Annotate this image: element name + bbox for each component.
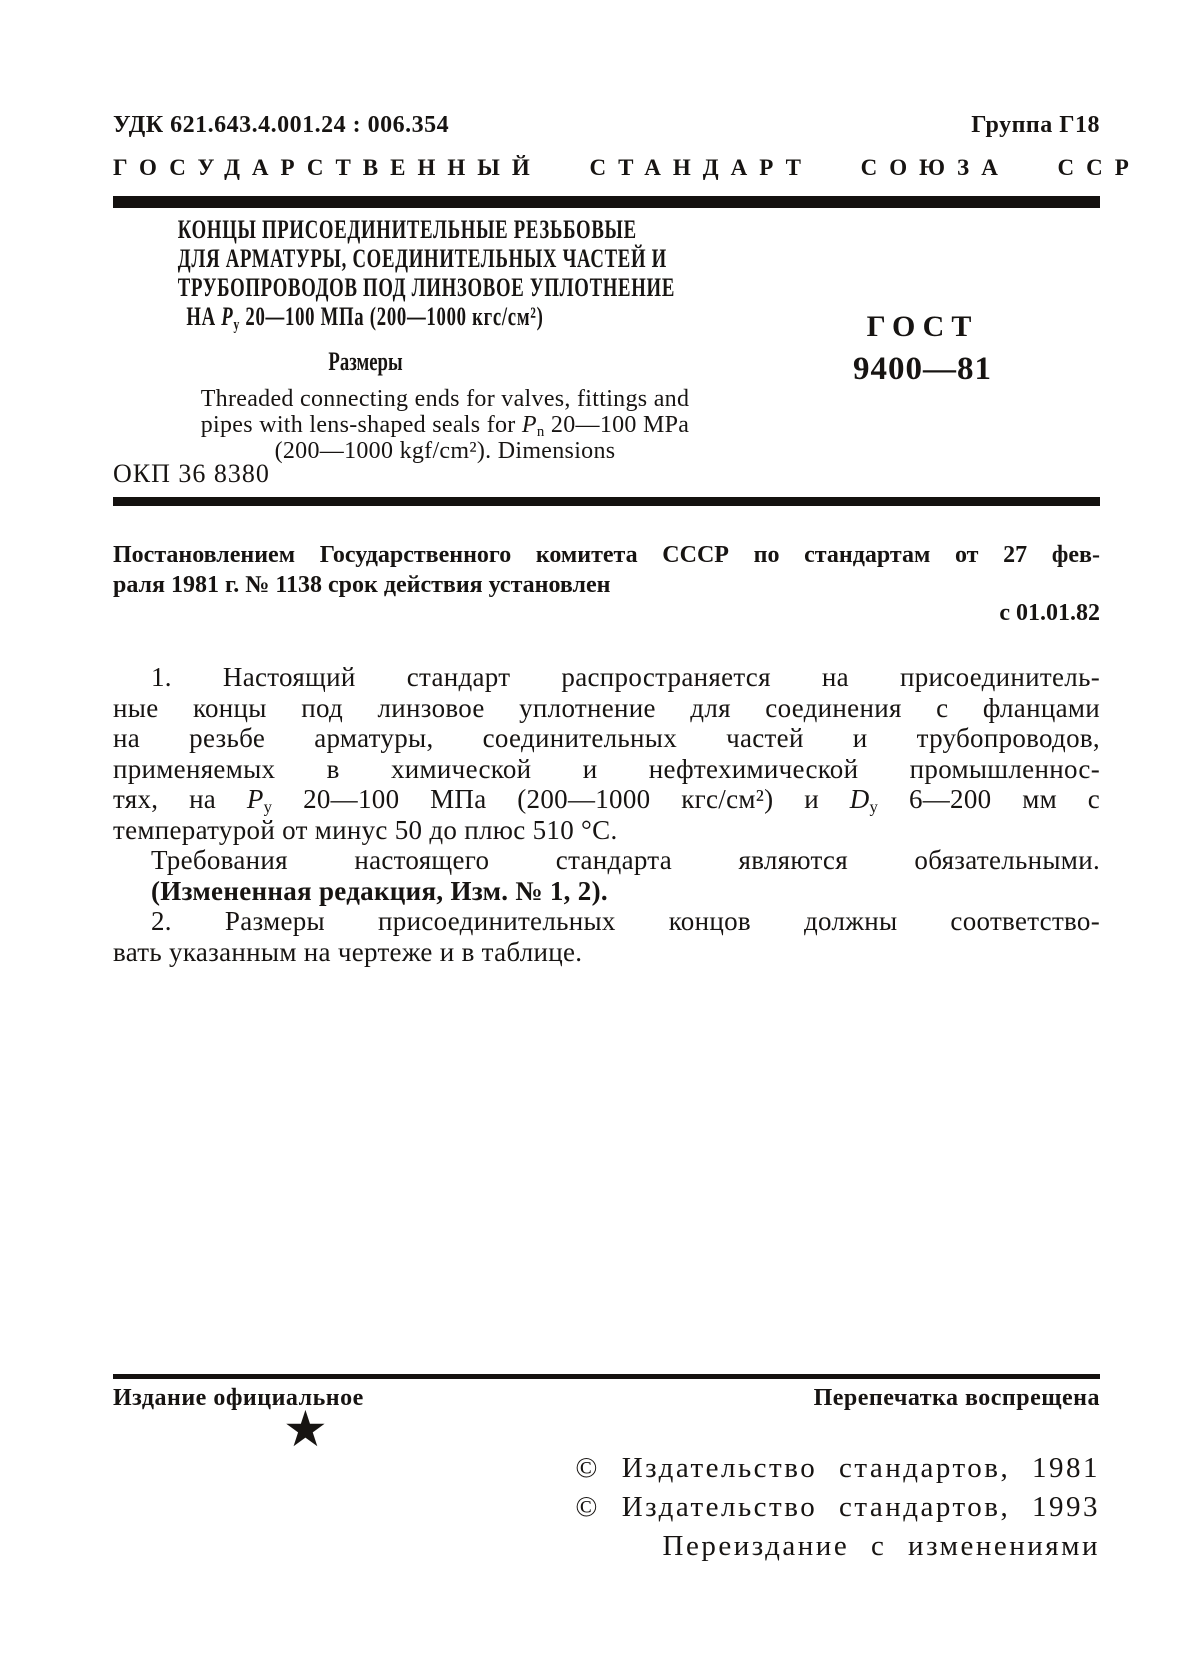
okp-code: ОКП 36 8380: [113, 459, 270, 488]
body-line: на резьбе арматуры, соединительных частей и трубопроводов,: [113, 723, 1100, 753]
udk-code: УДК 621.643.4.001.24 : 006.354: [113, 112, 450, 138]
decree-line: раля 1981 г. № 1138 срок действия установлен: [113, 572, 611, 598]
body-line: тях, на $P_у$ 20—100 МПа (200—1000 кгс/см²) и $D_у$ 6—200 мм с: [113, 784, 1100, 817]
body-line: применяемых в химической и нефтехимической промышленнос-: [113, 753, 1100, 784]
body-text: [113, 662, 1100, 967]
reissue-note: Переиздание с изменениями: [662, 1530, 1100, 1562]
body-line: температурой от минус 50 до плюс 510 °С.: [113, 814, 618, 845]
footer-labels-row: [113, 1385, 1100, 1412]
star-icon: ★: [283, 1401, 328, 1457]
gost-number: 9400—81: [853, 351, 992, 387]
title-line: ТРУБОПРОВОДОВ ПОД ЛИНЗОВОЕ УПЛОТНЕНИЕ: [177, 273, 676, 302]
english-line: Threaded connecting ends for valves, fittings and: [200, 386, 690, 412]
decree-paragraph: [113, 540, 1100, 600]
body-line: 2. Размеры присоединительных концов должны соответство-: [151, 906, 1100, 936]
state-standard-header: ГОСУДАРСТВЕННЫЙ СТАНДАРТ СОЮЗА ССР: [113, 155, 1141, 180]
pressure-rating-line: НА $P_у$ 20—100 МПа (200—1000 кгс/см²): [186, 302, 544, 334]
middle-thick-rule: [113, 497, 1100, 506]
title-line: КОНЦЫ ПРИСОЕДИНИТЕЛЬНЫЕ РЕЗЬБОВЫЕ: [177, 215, 637, 244]
subtitle-dimensions: Размеры: [327, 347, 403, 376]
top-thick-rule: [113, 196, 1100, 208]
effective-date: с 01.01.82: [999, 600, 1100, 626]
top-codes-row: [113, 112, 1100, 139]
body-line: Требования настоящего стандарта являются обязательными.: [151, 845, 1100, 875]
body-line: вать указанным на чертеже и в таблице.: [113, 936, 583, 967]
reprint-prohibited-label: Перепечатка воспрещена: [813, 1385, 1100, 1411]
amendment-note: (Измененная редакция, Изм. № 1, 2).: [151, 875, 608, 906]
gost-designation: [845, 310, 1000, 388]
body-line: ные концы под линзовое уплотнение для соединения с фланцами: [113, 692, 1100, 723]
footer-rule: [113, 1374, 1100, 1379]
group-code: Группа Г18: [971, 112, 1100, 138]
decree-line: Постановлением Государственного комитета СССР по стандартам от 27 фев-: [113, 542, 1100, 568]
english-line: (200—1000 kgf/cm²). Dimensions: [274, 438, 616, 464]
title-line: ДЛЯ АРМАТУРЫ, СОЕДИНИТЕЛЬНЫХ ЧАСТЕЙ И: [177, 244, 667, 273]
english-title: [150, 386, 740, 464]
gost-label: ГОСТ: [866, 310, 979, 343]
standard-title: [105, 215, 676, 334]
copyright-1993: © Издательство стандартов, 1993: [575, 1491, 1100, 1523]
body-line: 1. Настоящий стандарт распространяется на присоединитель-: [151, 662, 1100, 692]
copyright-1981: © Издательство стандартов, 1981: [575, 1452, 1100, 1484]
official-edition-label: Издание официальное: [113, 1385, 364, 1411]
copyright-block: [575, 1449, 1100, 1566]
english-line: pipes with lens-shaped seals for $P_n$ 20—100 MPa: [200, 412, 690, 441]
